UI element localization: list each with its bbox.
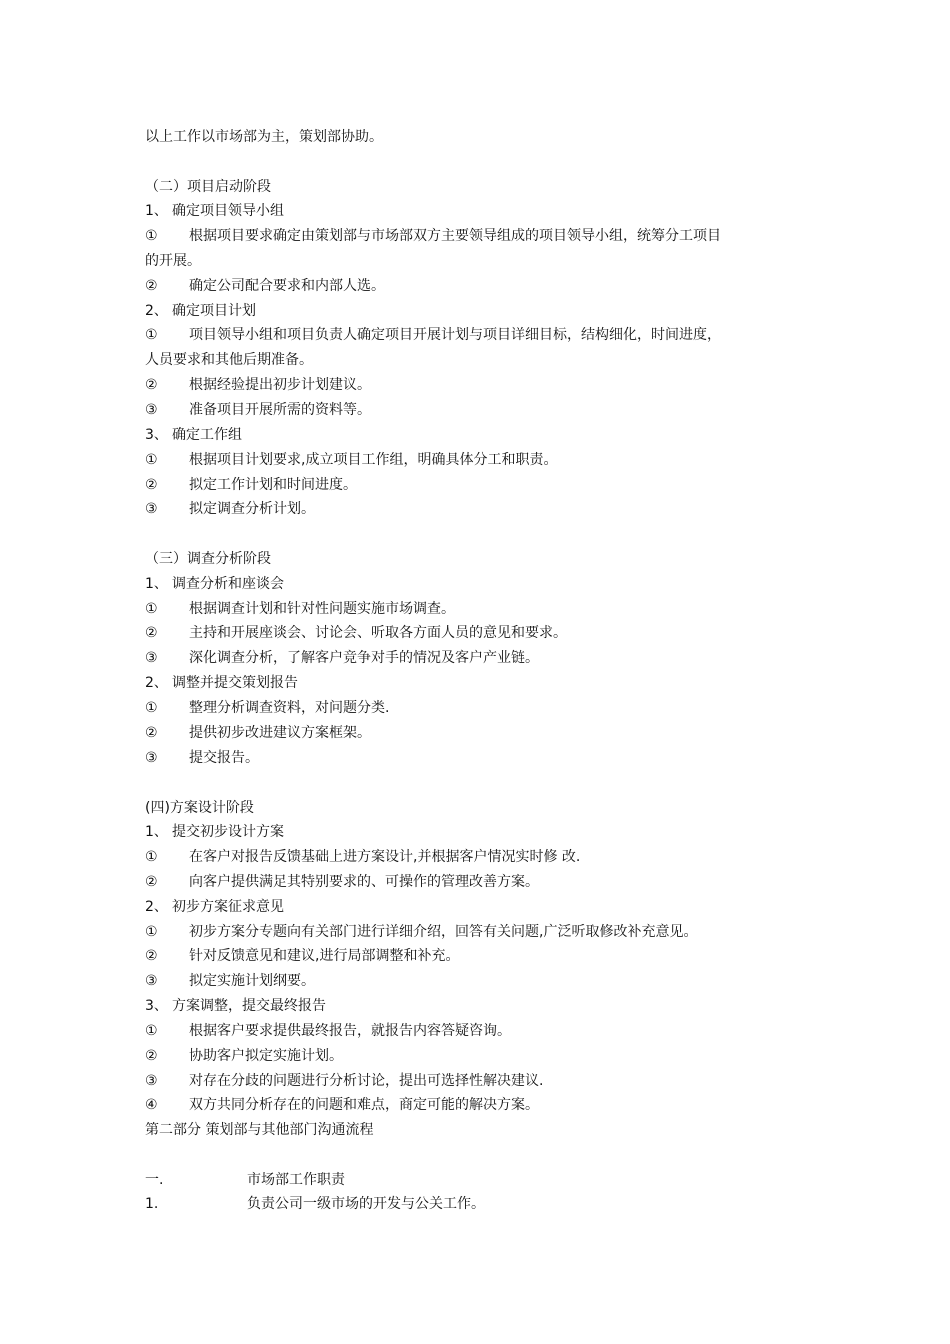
list-item [145,698,825,718]
item-text: 根据客户要求提供最终报告，就报告内容答疑咨询。 [189,1023,511,1039]
item-title: 提交初步设计方案 [172,824,284,840]
item-text: 提交报告。 [189,750,259,766]
item-title: 确定工作组 [172,427,242,443]
item-marker: ③ [145,973,158,989]
item-text: 拟定调查分析计划。 [189,501,315,517]
item-text: 深化调查分析，了解客户竞争对手的情况及客户产业链。 [189,650,539,666]
list-item [145,1194,825,1214]
list-item-heading [145,996,825,1016]
item-number: 1. [145,1196,159,1212]
list-item-heading [145,822,825,842]
item-marker: ④ [145,1097,158,1113]
section-heading: (四)方案设计阶段 [145,800,254,816]
list-item [145,1021,825,1041]
item-text: 根据项目要求确定由策划部与市场部双方主要领导组成的项目领导小组，统筹分工项目 [189,228,721,244]
item-text: 主持和开展座谈会、讨论会、听取各方面人员的意见和要求。 [189,625,567,641]
list-item [145,922,825,942]
item-marker: ② [145,377,158,393]
list-item [145,872,825,892]
item-number: 1、 [145,203,168,219]
list-item-heading [145,673,825,693]
item-number: 1、 [145,824,168,840]
list-item-heading [145,201,825,221]
item-marker: ① [145,1023,158,1039]
item-text: 在客户对报告反馈基础上进方案设计,并根据客户情况实时修 改. [189,849,581,865]
item-title: 确定项目领导小组 [172,203,284,219]
list-item [145,1095,825,1115]
list-item [145,276,825,296]
list-item-heading [145,897,825,917]
item-marker: ② [145,278,158,294]
section-heading: （二）项目启动阶段 [145,179,271,195]
item-marker: ② [145,948,158,964]
item-marker: ③ [145,750,158,766]
section-title: 市场部工作职责 [247,1172,345,1188]
item-marker: ① [145,452,158,468]
item-marker: ② [145,625,158,641]
item-marker: ② [145,874,158,890]
item-text: 拟定实施计划纲要。 [189,973,315,989]
item-text: 对存在分歧的问题进行分析讨论，提出可选择性解决建议. [189,1073,544,1089]
item-text: 负责公司一级市场的开发与公关工作。 [247,1196,485,1212]
list-item-continuation: 的开展。 [145,253,201,269]
list-item [145,748,825,768]
list-item [145,723,825,743]
item-number: 2、 [145,899,168,915]
part-heading: 第二部分 策划部与其他部门沟通流程 [145,1122,374,1138]
item-number: 2、 [145,303,168,319]
list-item [145,450,825,470]
item-marker: ① [145,228,158,244]
item-number: 3、 [145,998,168,1014]
item-marker: ② [145,725,158,741]
item-title: 调整并提交策划报告 [172,675,298,691]
item-title: 方案调整，提交最终报告 [172,998,326,1014]
list-item [145,648,825,668]
item-text: 提供初步改进建议方案框架。 [189,725,371,741]
list-item [145,623,825,643]
item-marker: ① [145,849,158,865]
item-marker: ③ [145,402,158,418]
item-marker: ③ [145,1073,158,1089]
list-item [145,1071,825,1091]
list-item [145,325,825,345]
item-text: 协助客户拟定实施计划。 [189,1048,343,1064]
list-item [145,499,825,519]
item-marker: ① [145,327,158,343]
item-marker: ② [145,477,158,493]
item-text: 根据调查计划和针对性问题实施市场调查。 [189,601,455,617]
list-item [145,1046,825,1066]
item-text: 初步方案分专题向有关部门进行详细介绍，回答有关问题,广泛听取修改补充意见。 [189,924,698,940]
item-text: 准备项目开展所需的资料等。 [189,402,371,418]
section-number: 一. [145,1172,164,1188]
list-item-heading [145,301,825,321]
item-marker: ① [145,924,158,940]
item-text: 向客户提供满足其特别要求的、可操作的管理改善方案。 [189,874,539,890]
item-text: 双方共同分析存在的问题和难点，商定可能的解决方案。 [189,1097,539,1113]
list-item [145,599,825,619]
item-marker: ③ [145,501,158,517]
item-number: 2、 [145,675,168,691]
item-text: 根据项目计划要求,成立项目工作组，明确具体分工和职责。 [189,452,558,468]
list-item [145,946,825,966]
item-text: 拟定工作计划和时间进度。 [189,477,357,493]
item-number: 3、 [145,427,168,443]
list-item [145,226,825,246]
item-marker: ① [145,700,158,716]
section-heading [145,1170,825,1190]
item-marker: ③ [145,650,158,666]
list-item-heading [145,425,825,445]
list-item-continuation: 人员要求和其他后期准备。 [145,352,313,368]
item-text: 整理分析调查资料，对问题分类. [189,700,390,716]
item-title: 初步方案征求意见 [172,899,284,915]
list-item [145,400,825,420]
item-text: 针对反馈意见和建议,进行局部调整和补充。 [189,948,460,964]
item-text: 确定公司配合要求和内部人选。 [189,278,385,294]
item-marker: ① [145,601,158,617]
list-item [145,375,825,395]
item-number: 1、 [145,576,168,592]
list-item [145,475,825,495]
intro-line: 以上工作以市场部为主，策划部协助。 [145,129,383,145]
list-item-heading [145,574,825,594]
item-text: 根据经验提出初步计划建议。 [189,377,371,393]
list-item [145,971,825,991]
item-marker: ② [145,1048,158,1064]
item-title: 调查分析和座谈会 [172,576,284,592]
section-heading: （三）调查分析阶段 [145,551,271,567]
item-title: 确定项目计划 [172,303,256,319]
list-item [145,847,825,867]
item-text: 项目领导小组和项目负责人确定项目开展计划与项目详细目标，结构细化，时间进度， [189,327,721,343]
